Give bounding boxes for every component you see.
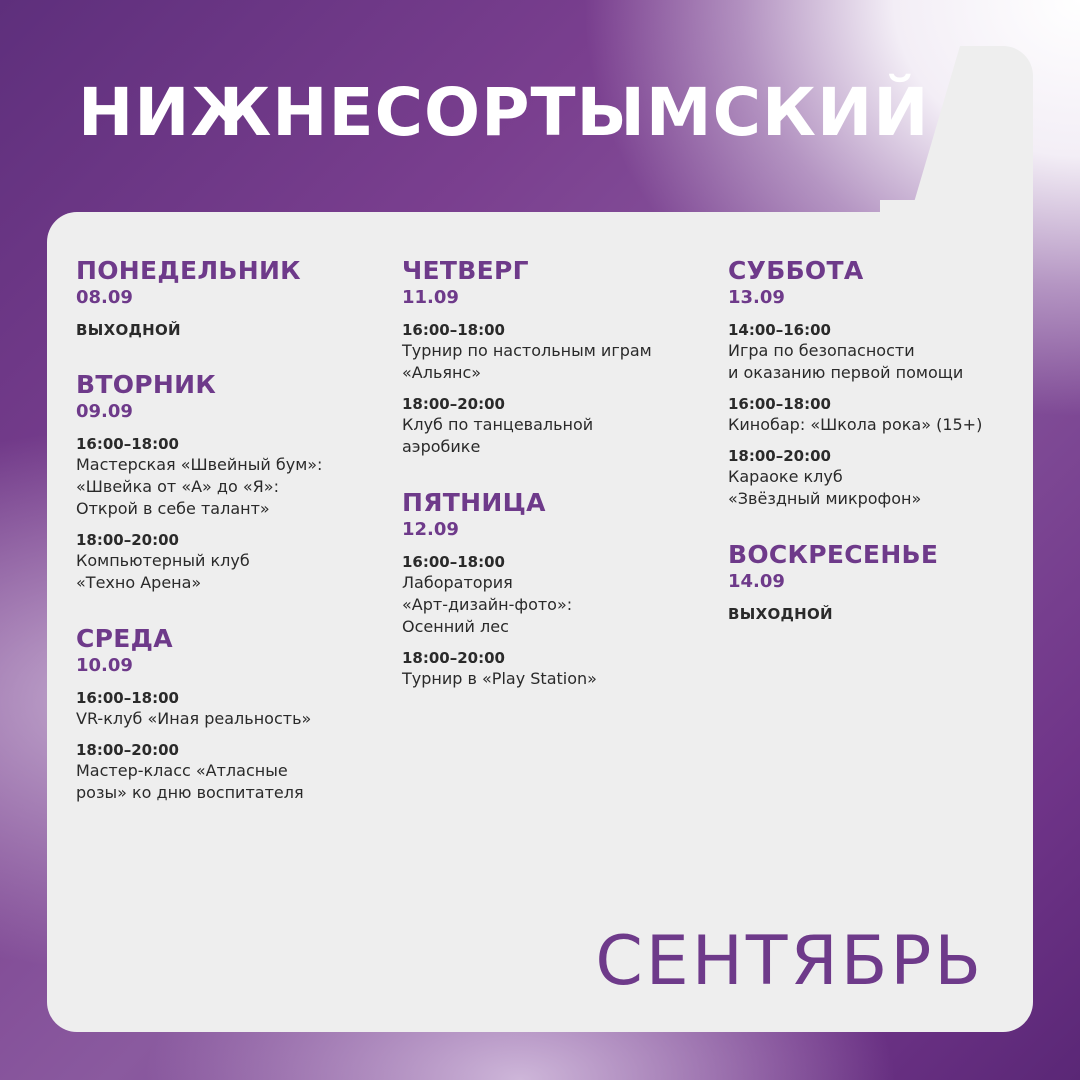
event-item [76,434,376,520]
event-time: 18:00–20:00 [76,531,179,549]
day-block [728,540,1028,624]
schedule-column-1 [76,256,376,834]
day-date: 08.09 [76,287,133,308]
event-title: Турнир в «Play Station» [402,669,597,688]
event-time: 18:00–20:00 [728,447,831,465]
event-item [728,446,1028,510]
event-item [76,530,376,594]
day-date: 13.09 [728,287,785,308]
day-block [76,256,376,340]
day-off-label: ВЫХОДНОЙ [76,321,181,339]
day-name: ВОСКРЕСЕНЬЕ [728,540,939,569]
event-item [402,648,702,690]
event-item [76,688,376,730]
event-title: Компьютерный клуб «Техно Арена» [76,551,250,592]
event-title: Мастер-класс «Атласные розы» ко дню воспитателя [76,761,304,802]
event-title: Турнир по настольным играм «Альянс» [402,341,652,382]
day-block [76,624,376,804]
event-title: Караоке клуб «Звёздный микрофон» [728,467,922,508]
event-time: 18:00–20:00 [76,741,179,759]
event-item [402,394,702,458]
day-date: 12.09 [402,519,459,540]
day-date: 10.09 [76,655,133,676]
page-title: НИЖНЕСОРТЫМСКИЙ [78,74,930,151]
day-name: СРЕДА [76,624,173,653]
event-item [402,552,702,638]
day-name: ЧЕТВЕРГ [402,256,529,285]
event-item [76,740,376,804]
event-title: Игра по безопасности и оказанию первой помощи [728,341,964,382]
event-title: Кинобар: «Школа рока» (15+) [728,415,983,434]
event-title: Лаборатория «Арт-дизайн-фото»: Осенний лес [402,573,573,636]
day-name: СУББОТА [728,256,864,285]
event-time: 16:00–18:00 [728,395,831,413]
event-time: 16:00–18:00 [76,435,179,453]
day-date: 14.09 [728,571,785,592]
event-time: 16:00–18:00 [76,689,179,707]
event-time: 18:00–20:00 [402,649,505,667]
event-title: Мастерская «Швейный бум»: «Швейка от «А» до «Я»: Открой в себе талант» [76,455,323,518]
day-block [76,370,376,594]
event-item [402,320,702,384]
schedule-column-3 [728,256,1028,654]
event-time: 18:00–20:00 [402,395,505,413]
event-time: 16:00–18:00 [402,321,505,339]
day-date: 11.09 [402,287,459,308]
day-off-label: ВЫХОДНОЙ [728,605,833,623]
day-name: ПЯТНИЦА [402,488,546,517]
event-title: VR-клуб «Иная реальность» [76,709,312,728]
schedule-column-2 [402,256,702,720]
event-item [728,320,1028,384]
day-date: 09.09 [76,401,133,422]
day-name: ВТОРНИК [76,370,217,399]
day-block [402,488,702,690]
day-name: ПОНЕДЕЛЬНИК [76,256,301,285]
event-item [728,394,1028,436]
day-block [402,256,702,458]
event-title: Клуб по танцевальной аэробике [402,415,594,456]
event-time: 16:00–18:00 [402,553,505,571]
month-label: СЕНТЯБРЬ [595,922,984,1001]
event-time: 14:00–16:00 [728,321,831,339]
day-block [728,256,1028,510]
